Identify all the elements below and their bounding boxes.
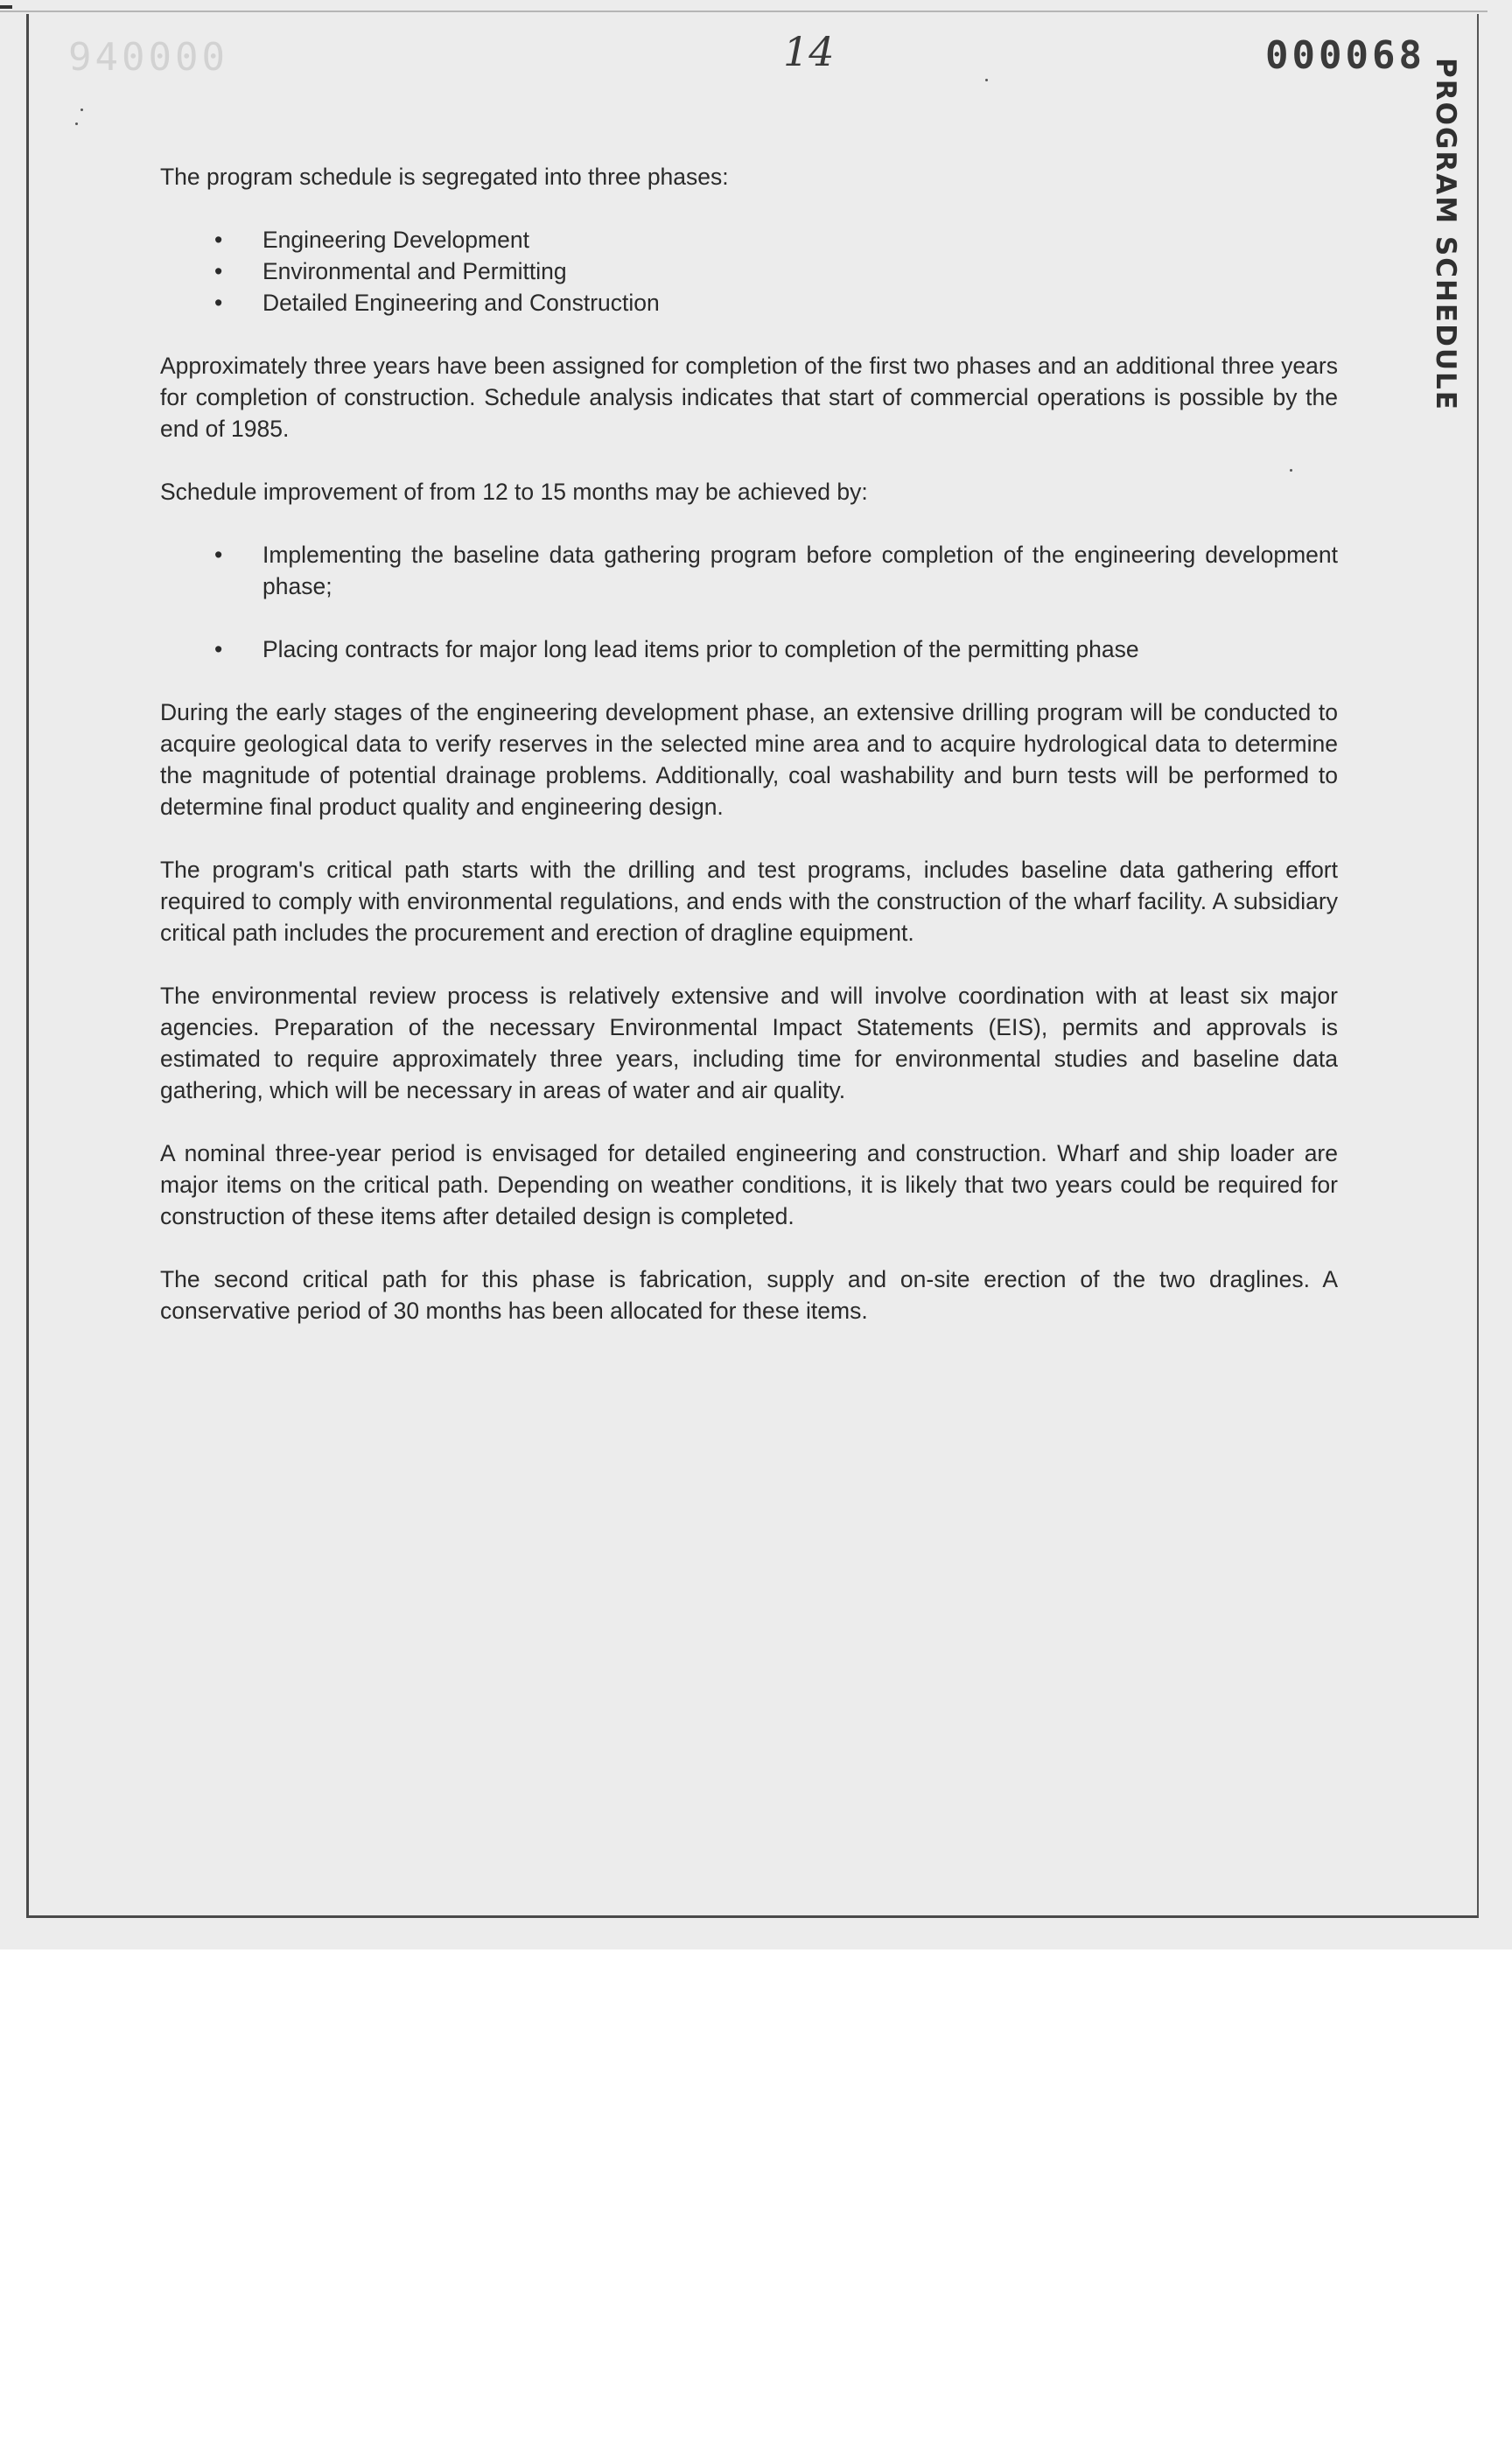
schedule-paragraph: Approximately three years have been assigned for completion of the first two phases and an additional three years for completion of construction. Schedule analysis indicates that start of commercial operations is possible by the end of 1985. bbox=[160, 353, 1338, 442]
phase-item: • Detailed Engineering and Construction bbox=[160, 287, 1338, 318]
dragline-paragraph: The second critical path for this phase is fabrication, supply and on-site erection of the two draglines. A conservative period of 30 months has been allocated for these items. bbox=[160, 1266, 1338, 1324]
improvement-intro-paragraph: Schedule improvement of from 12 to 15 months may be achieved by: bbox=[160, 479, 868, 505]
scan-speck bbox=[80, 108, 83, 111]
scan-speck bbox=[75, 122, 78, 125]
improvement-item: • Placing contracts for major long lead items prior to completion of the permitting phase bbox=[160, 634, 1338, 665]
top-rule bbox=[0, 10, 1488, 12]
phase-item: • Environmental and Permitting bbox=[160, 256, 1338, 287]
phase-list bbox=[160, 224, 1338, 318]
document-body bbox=[160, 161, 1338, 1358]
improvement-item: • Implementing the baseline data gathering program before completion of the engineering development phase; bbox=[160, 539, 1338, 602]
intro-paragraph: The program schedule is segregated into three phases: bbox=[160, 164, 729, 190]
faint-document-number: 940000 bbox=[68, 35, 228, 80]
drilling-paragraph: During the early stages of the engineering development phase, an extensive drilling program will be conducted to acquire geological data to verify reserves in the selected mine area and to acquire hydrological data to determine the magnitude of potential drainage problems. Additionally, coal washability and burn tests will be performed to determine final product quality and engineering design. bbox=[160, 699, 1338, 820]
page-number: 14 bbox=[783, 28, 835, 75]
environmental-review-paragraph: The environmental review process is relatively extensive and will involve coordination with at least six major agencies. Preparation of the necessary Environmental Impact Statements (EIS), permits and approvals is estimated to require approximately three years, including time for environmental studies and baseline data gathering, which will be necessary in areas of water and air quality. bbox=[160, 983, 1338, 1103]
corner-mark bbox=[0, 5, 12, 9]
scan-speck bbox=[985, 79, 988, 81]
critical-path-paragraph: The program's critical path starts with the drilling and test programs, includes baseline data gathering effort required to comply with environmental regulations, and ends with the construction of the wharf facility. A subsidiary critical path includes the procurement and erection of dragline equipment. bbox=[160, 857, 1338, 946]
construction-paragraph: A nominal three-year period is envisaged for detailed engineering and construction. Wharf and ship loader are major items on the critical path. Depending on weather conditions, it is likely that two years could be required for construction of these items after detailed design is completed. bbox=[160, 1140, 1338, 1229]
section-side-tab: PROGRAM SCHEDULE bbox=[1430, 58, 1461, 411]
phase-item: • Engineering Development bbox=[160, 224, 1338, 256]
document-number: 000068 bbox=[1265, 33, 1425, 78]
improvement-list bbox=[160, 539, 1338, 665]
